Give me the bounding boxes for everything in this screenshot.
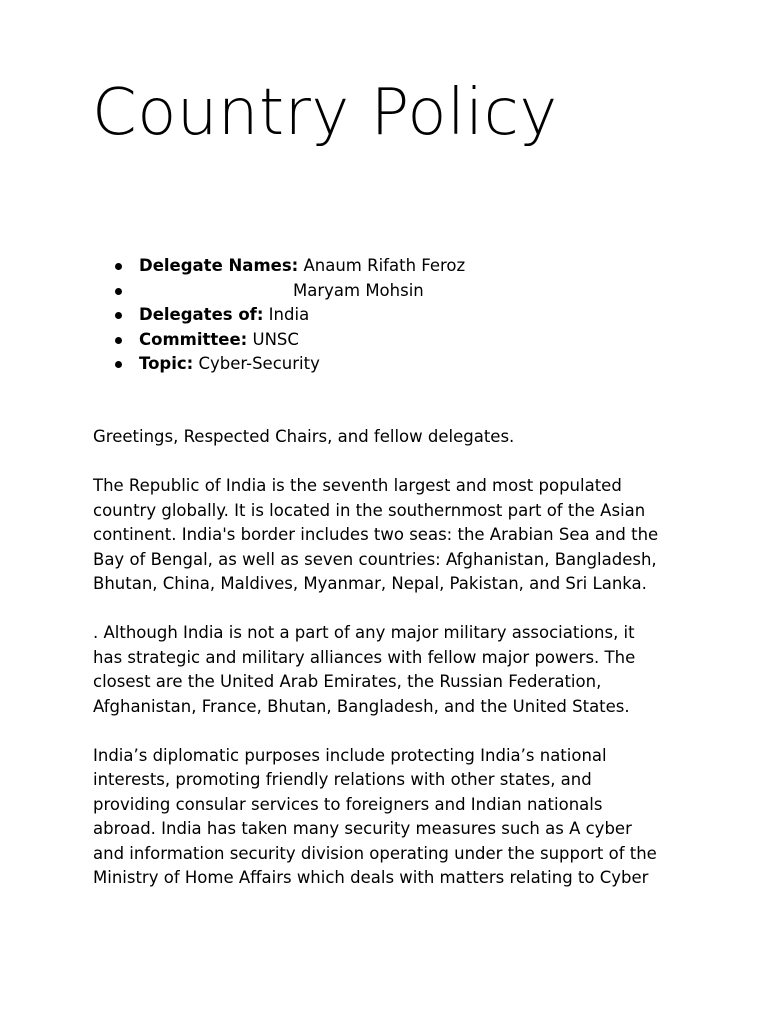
info-label: Committee: [139,329,248,349]
info-item-delegates-of [115,303,465,328]
text-line: country globally. It is located in the southernmost part of the Asian [93,500,646,520]
paragraph-diplomacy [93,744,693,891]
greeting-paragraph [93,425,693,450]
text-line: Afghanistan, France, Bhutan, Bangladesh, and the United States. [93,696,630,716]
info-value: Anaum Rifath Feroz [298,256,466,275]
text-line: India’s diplomatic purposes include protecting India’s national [93,745,607,765]
info-value: Maryam Mohsin [293,280,424,300]
text-line: closest are the United Arab Emirates, the Russian Federation, [93,672,602,691]
paragraph-geography [93,474,693,597]
text-line: interests, promoting friendly relations with other states, and [93,770,592,789]
text-line: and information security division operating under the support of the [93,843,657,863]
text-line: Bay of Bengal, as well as seven countries: Afghanistan, Bangladesh, [93,549,657,569]
info-item-topic [115,352,465,377]
page-title: Country Policy [92,76,558,150]
info-value: India [263,305,310,324]
text-line: Ministry of Home Affairs which deals with matters relating to Cyber [93,868,649,887]
info-value: Cyber-Security [193,354,320,373]
info-item-committee [115,328,465,353]
text-line: continent. India's border includes two seas: the Arabian Sea and the [93,525,659,544]
info-value: UNSC [247,329,299,349]
info-label: Delegates of: [139,305,264,324]
text-line: has strategic and military alliances with fellow major powers. The [93,647,636,667]
info-item-delegate-names [115,254,465,279]
info-label: Topic: [139,354,194,373]
text-line: providing consular services to foreigners and Indian nationals [93,794,603,814]
text-line: abroad. India has taken many security measures such as A cyber [93,819,632,838]
delegate-info-list [115,254,465,377]
info-label: Delegate Names: [139,256,299,275]
info-item-second-delegate [115,279,465,304]
text-line: Bhutan, China, Maldives, Myanmar, Nepal, Pakistan, and Sri Lanka. [93,574,647,593]
text-line: Greetings, Respected Chairs, and fellow delegates. [93,427,515,446]
paragraph-alliances [93,621,693,719]
text-line: . Although India is not a part of any major military associations, it [93,623,635,642]
text-line: The Republic of India is the seventh largest and most populated [93,476,622,495]
body-text [93,425,693,915]
